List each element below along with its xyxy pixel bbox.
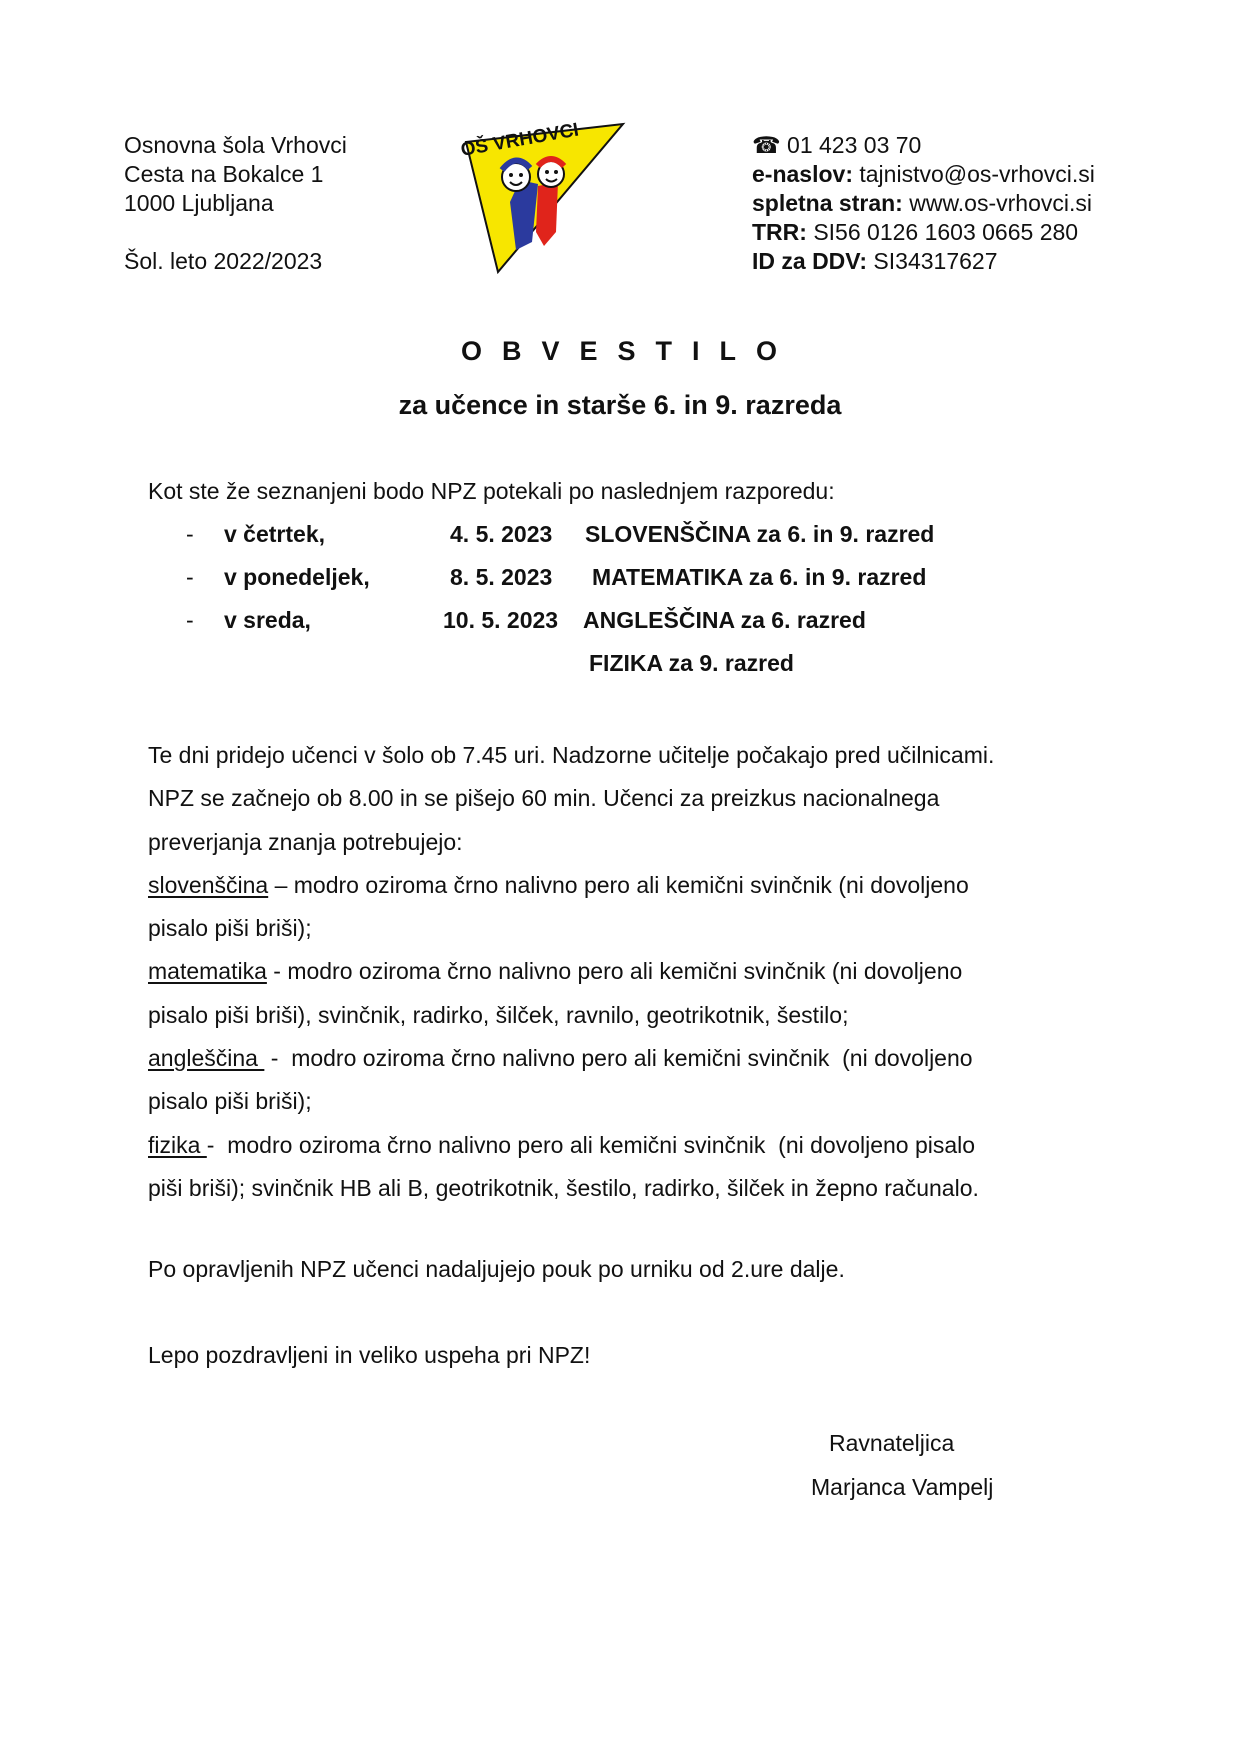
- school-address: [124, 131, 347, 218]
- website-row: [752, 189, 1095, 218]
- requirements-paragraph: [148, 734, 994, 1210]
- english-text: - modro oziroma črno nalivno pero ali kemični svinčnik (ni dovoljeno: [264, 1045, 973, 1072]
- signature-name: Marjanca Vampelj: [811, 1474, 994, 1500]
- trr-row: [752, 218, 1095, 247]
- email-value: tajnistvo@os-vrhovci.si: [859, 161, 1095, 187]
- website-label: spletna stran:: [752, 190, 903, 216]
- schedule-subject: MATEMATIKA za 6. in 9. razred: [592, 564, 927, 590]
- schedule-day: v sreda,: [224, 607, 311, 633]
- trr-label: TRR:: [752, 219, 807, 245]
- notice-title: OBVESTILO: [460, 336, 797, 366]
- body-line: piši briši); svinčnik HB ali B, geotrikotnik, šestilo, radirko, šilček in žepno računalo.: [148, 1174, 979, 1201]
- math-text: - modro oziroma črno nalivno pero ali kemični svinčnik (ni dovoljeno: [266, 958, 963, 985]
- school-logo: [458, 122, 628, 274]
- logo-text: OŠ VRHOVCI: [459, 122, 581, 161]
- slovene-label: slovenščina: [148, 871, 269, 898]
- website-value: www.os-vrhovci.si: [909, 190, 1092, 216]
- school-street: Cesta na Bokalce 1: [124, 161, 324, 187]
- math-label: matematika: [148, 958, 267, 985]
- contact-info: [752, 131, 1095, 276]
- schedule-subject: SLOVENŠČINA za 6. in 9. razred: [585, 521, 935, 547]
- english-label: angleščina: [148, 1045, 265, 1072]
- body-line: NPZ se začnejo ob 8.00 in se pišejo 60 min. Učenci za preizkus nacionalnega: [148, 785, 940, 812]
- body-line: pisalo piši briši);: [148, 1088, 312, 1115]
- schedule-dash: -: [186, 607, 194, 633]
- school-city: 1000 Ljubljana: [124, 190, 274, 216]
- ddv-label: ID za DDV:: [752, 248, 868, 274]
- schedule-dash: -: [186, 521, 194, 547]
- body-line: pisalo piši briši), svinčnik, radirko, šilček, ravnilo, geotrikotnik, šestilo;: [148, 1001, 849, 1028]
- body-line: preverjanja znanja potrebujejo:: [148, 828, 463, 855]
- ddv-row: [752, 247, 1095, 276]
- intro-text: Kot ste že seznanjeni bodo NPZ potekali po naslednjem razporedu:: [148, 478, 835, 504]
- physics-text: - modro oziroma črno nalivno pero ali kemični svinčnik (ni dovoljeno pisalo: [206, 1131, 976, 1158]
- greeting: Lepo pozdravljeni in veliko uspeha pri NPZ!: [148, 1342, 591, 1368]
- schedule-day: v četrtek,: [224, 521, 326, 547]
- phone-number: 01 423 03 70: [787, 132, 922, 158]
- body-line: Te dni pridejo učenci v šolo ob 7.45 uri. Nadzorne učitelje počakajo pred učilnicami.: [148, 742, 995, 768]
- english-requirements: [148, 1037, 994, 1080]
- schedule-date: 8. 5. 2023: [450, 564, 553, 590]
- trr-value: SI56 0126 1603 0665 280: [813, 219, 1079, 245]
- math-requirements: [148, 950, 994, 993]
- ddv-value: SI34317627: [873, 248, 998, 274]
- signature-role: Ravnateljica: [829, 1430, 955, 1456]
- body-line: pisalo piši briši);: [148, 915, 312, 942]
- schedule-dash: -: [186, 564, 194, 590]
- notice-subtitle: za učence in starše 6. in 9. razreda: [398, 390, 842, 420]
- closing-note: Po opravljenih NPZ učenci nadaljujejo pouk po urniku od 2.ure dalje.: [148, 1256, 845, 1282]
- phone-icon: ☎: [752, 132, 781, 158]
- schedule-subject: FIZIKA za 9. razred: [589, 650, 794, 676]
- schedule-date: 4. 5. 2023: [450, 521, 553, 547]
- email-label: e-naslov:: [752, 161, 853, 187]
- schedule-day: v ponedeljek,: [224, 564, 370, 590]
- school-year: Šol. leto 2022/2023: [124, 248, 323, 274]
- slovene-requirements: [148, 864, 994, 907]
- email-row: [752, 160, 1095, 189]
- phone-row: [752, 131, 1095, 160]
- physics-requirements: [148, 1124, 994, 1167]
- school-name: Osnovna šola Vrhovci: [124, 132, 347, 158]
- slovene-text: – modro oziroma črno nalivno pero ali kemični svinčnik (ni dovoljeno: [268, 871, 969, 898]
- physics-label: fizika: [148, 1131, 207, 1158]
- schedule-date: 10. 5. 2023: [443, 607, 559, 633]
- schedule-subject: ANGLEŠČINA za 6. razred: [583, 607, 866, 633]
